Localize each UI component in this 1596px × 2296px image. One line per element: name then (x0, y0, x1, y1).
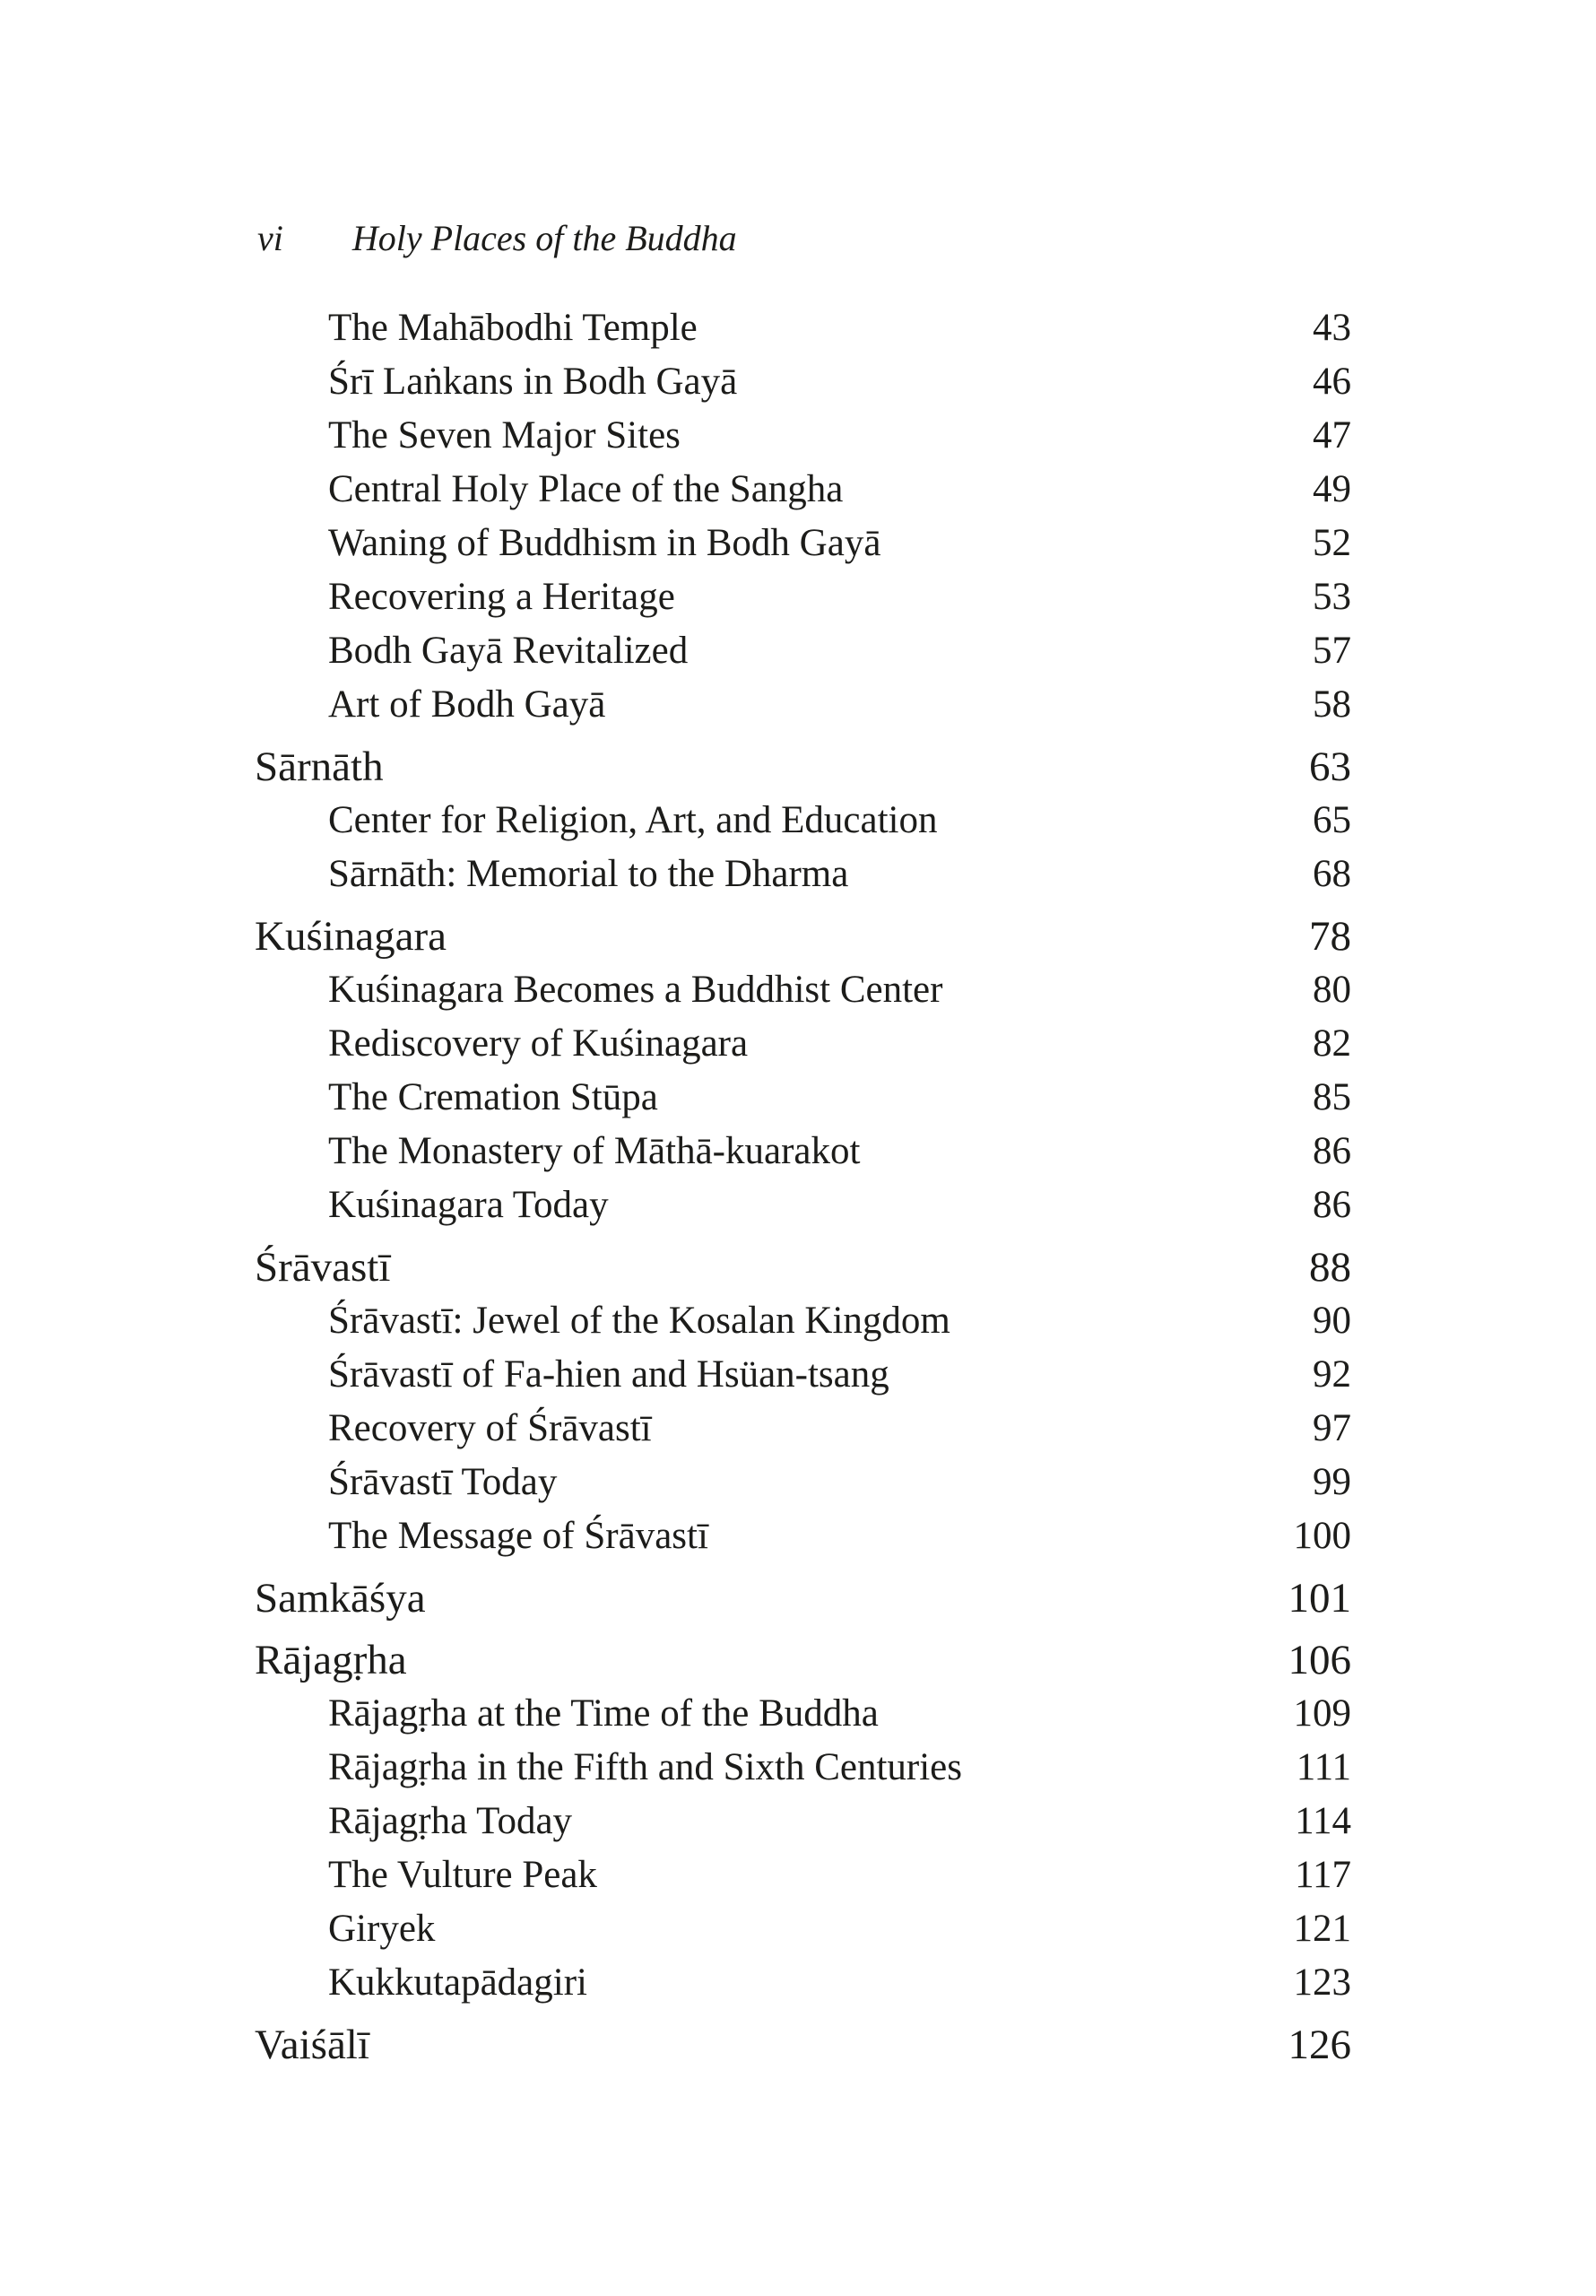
toc-entry-page-number: 58 (1313, 683, 1351, 726)
toc-entry-page-number: 121 (1293, 1908, 1351, 1950)
toc-row (255, 624, 1351, 678)
toc-entry-title: Samkāśya (255, 1575, 426, 1622)
toc-entry-title: Bodh Gayā Revitalized (328, 630, 689, 672)
toc-entry-title: Kukkutapādagiri (328, 1961, 587, 2004)
page-header (257, 219, 737, 258)
toc-row (255, 1795, 1351, 1848)
toc-row (255, 1348, 1351, 1402)
toc-entry-title: Rediscovery of Kuśinagara (328, 1022, 749, 1065)
toc-entry-title: Vaiśālī (255, 2022, 369, 2068)
toc-entry-page-number: 68 (1313, 853, 1351, 895)
toc-entry-page-number: 123 (1293, 1961, 1351, 2004)
toc-entry-page-number: 86 (1313, 1184, 1351, 1226)
toc-entry-title: Rājagṛha at the Time of the Buddha (328, 1692, 879, 1735)
toc-entry-title: Śrāvastī Today (328, 1461, 558, 1503)
toc-row (255, 1071, 1351, 1125)
toc-entry-title: Rājagṛha Today (328, 1800, 573, 1842)
toc-entry-page-number: 101 (1288, 1575, 1351, 1622)
toc-row (255, 1741, 1351, 1795)
toc-entry-title: The Message of Śrāvastī (328, 1515, 708, 1557)
toc-entry-title: Kuśinagara (255, 913, 447, 960)
toc-row (255, 1017, 1351, 1071)
toc-entry-page-number: 111 (1296, 1746, 1351, 1788)
toc-entry-title: Recovery of Śrāvastī (328, 1407, 652, 1449)
table-of-contents (255, 301, 1351, 2072)
toc-row (255, 963, 1351, 1017)
toc-row (255, 517, 1351, 570)
toc-entry-title: Center for Religion, Art, and Education (328, 799, 938, 841)
toc-row (255, 1687, 1351, 1741)
toc-entry-page-number: 46 (1313, 361, 1351, 403)
running-title: Holy Places of the Buddha (351, 218, 737, 258)
toc-entry-title: Central Holy Place of the Sangha (328, 468, 844, 510)
toc-row (255, 1956, 1351, 2010)
toc-row (255, 1294, 1351, 1348)
toc-entry-title: The Monastery of Māthā-kuarakot (328, 1130, 861, 1172)
toc-entry-page-number: 80 (1313, 969, 1351, 1011)
toc-entry-page-number: 90 (1313, 1300, 1351, 1342)
toc-row (255, 1571, 1351, 1625)
toc-row (255, 1902, 1351, 1956)
toc-entry-title: Giryek (328, 1908, 436, 1950)
toc-entry-title: The Mahābodhi Temple (328, 307, 698, 349)
toc-entry-page-number: 126 (1288, 2022, 1351, 2068)
toc-entry-page-number: 47 (1313, 414, 1351, 457)
toc-row (255, 409, 1351, 463)
toc-row (255, 1848, 1351, 1902)
toc-row (255, 1178, 1351, 1232)
toc-entry-title: Śrāvastī: Jewel of the Kosalan Kingdom (328, 1300, 950, 1342)
toc-row (255, 794, 1351, 848)
toc-entry-title: Rājagṛha (255, 1637, 407, 1683)
toc-row (255, 1125, 1351, 1178)
toc-row (255, 1402, 1351, 1456)
toc-entry-page-number: 63 (1309, 744, 1351, 790)
toc-row (255, 848, 1351, 901)
toc-entry-title: Art of Bodh Gayā (328, 683, 606, 726)
toc-entry-page-number: 92 (1313, 1353, 1351, 1396)
toc-entry-page-number: 43 (1313, 307, 1351, 349)
toc-entry-page-number: 99 (1313, 1461, 1351, 1503)
toc-entry-page-number: 86 (1313, 1130, 1351, 1172)
toc-entry-page-number: 57 (1313, 630, 1351, 672)
toc-row (255, 909, 1351, 963)
toc-entry-title: The Cremation Stūpa (328, 1076, 658, 1118)
toc-row (255, 301, 1351, 355)
toc-entry-page-number: 82 (1313, 1022, 1351, 1065)
toc-entry-page-number: 85 (1313, 1076, 1351, 1118)
toc-entry-title: Kuśinagara Becomes a Buddhist Center (328, 969, 943, 1011)
toc-entry-page-number: 106 (1288, 1637, 1351, 1683)
toc-entry-page-number: 78 (1309, 913, 1351, 960)
toc-entry-page-number: 100 (1293, 1515, 1351, 1557)
toc-row (255, 740, 1351, 794)
toc-row (255, 1633, 1351, 1687)
toc-row (255, 1456, 1351, 1509)
folio-page-number: vi (257, 218, 283, 258)
toc-entry-page-number: 97 (1313, 1407, 1351, 1449)
toc-entry-title: Waning of Buddhism in Bodh Gayā (328, 522, 881, 564)
toc-row (255, 678, 1351, 732)
toc-entry-page-number: 53 (1313, 576, 1351, 618)
toc-entry-title: The Vulture Peak (328, 1854, 597, 1896)
toc-entry-title: Recovering a Heritage (328, 576, 675, 618)
toc-entry-page-number: 52 (1313, 522, 1351, 564)
toc-row (255, 1240, 1351, 1294)
toc-entry-title: Sārnāth: Memorial to the Dharma (328, 853, 849, 895)
toc-entry-title: Kuśinagara Today (328, 1184, 609, 1226)
toc-entry-title: Śrāvastī (255, 1244, 391, 1291)
toc-entry-page-number: 49 (1313, 468, 1351, 510)
toc-entry-title: Rājagṛha in the Fifth and Sixth Centuries (328, 1746, 963, 1788)
toc-entry-page-number: 65 (1313, 799, 1351, 841)
toc-row (255, 1509, 1351, 1563)
toc-row (255, 2018, 1351, 2072)
toc-entry-page-number: 109 (1293, 1692, 1351, 1735)
toc-entry-title: The Seven Major Sites (328, 414, 681, 457)
toc-row (255, 355, 1351, 409)
toc-row (255, 570, 1351, 624)
toc-entry-page-number: 114 (1295, 1800, 1351, 1842)
toc-entry-page-number: 88 (1309, 1244, 1351, 1291)
toc-row (255, 463, 1351, 517)
toc-entry-title: Śrāvastī of Fa-hien and Hsüan-tsang (328, 1353, 889, 1396)
toc-entry-page-number: 117 (1295, 1854, 1351, 1896)
toc-entry-title: Śrī Laṅkans in Bodh Gayā (328, 361, 738, 403)
toc-entry-title: Sārnāth (255, 744, 384, 790)
